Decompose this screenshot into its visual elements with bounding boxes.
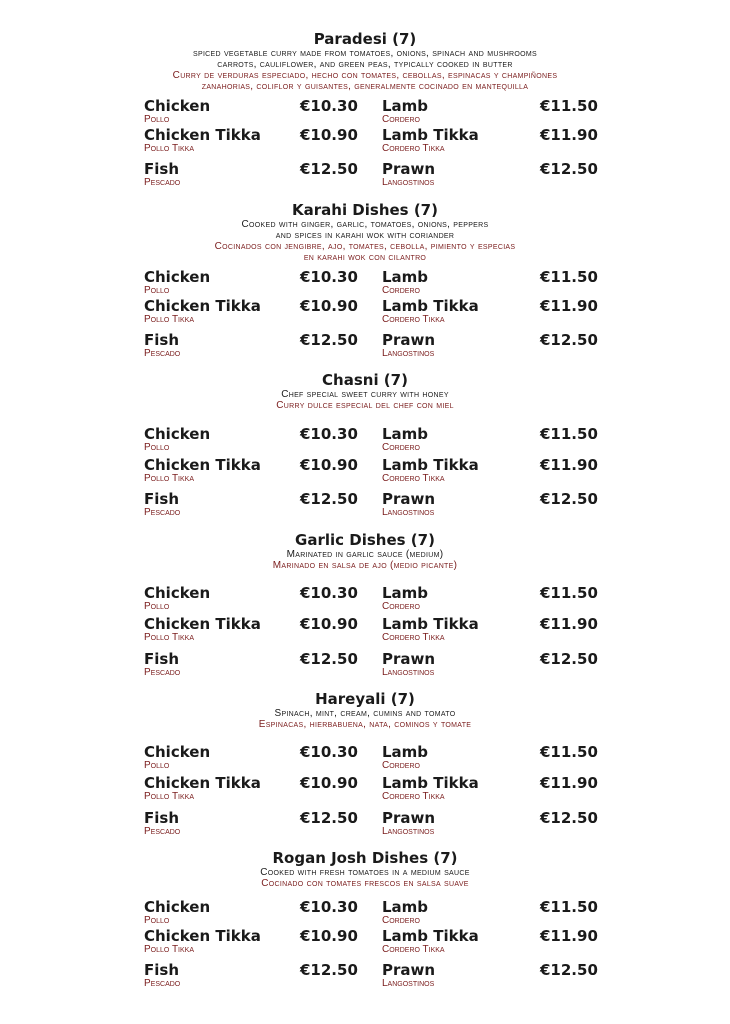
item-price: €11.50 xyxy=(540,425,598,443)
item-name: Chicken Tikka xyxy=(144,456,261,474)
item-translation: Langostinos xyxy=(382,978,435,989)
item-price: €10.90 xyxy=(300,774,358,792)
item-translation: Pollo xyxy=(144,915,170,926)
menu-item xyxy=(382,615,598,646)
section-header xyxy=(0,31,730,92)
item-price: €12.50 xyxy=(300,160,358,178)
item-translation: Pollo Tikka xyxy=(144,473,195,484)
item-translation: Pollo xyxy=(144,442,170,453)
section-title: Chasni (7) xyxy=(322,371,408,389)
section-description-spanish: Curry de verduras especiado, hecho con tomates, cebollas, espinacas y champiñones xyxy=(172,70,558,81)
item-price: €10.30 xyxy=(300,97,358,115)
section-description-english: Cooked with fresh tomatoes in a medium sauce xyxy=(260,867,470,878)
section-header xyxy=(0,691,730,730)
menu-item xyxy=(144,331,358,362)
menu-section-garlic xyxy=(0,531,730,678)
section-description-english: and spices in karahi wok with coriander xyxy=(275,230,455,241)
menu-item xyxy=(382,961,598,992)
menu-item xyxy=(144,268,358,299)
menu-item xyxy=(382,160,598,191)
item-price: €10.90 xyxy=(300,615,358,633)
menu-item xyxy=(382,331,598,362)
item-name: Lamb Tikka xyxy=(382,297,479,315)
section-description-english: Cooked with ginger, garlic, tomatoes, onions, peppers xyxy=(241,219,489,230)
section-description-spanish: Cocinados con jengibre, ajo, tomates, cebolla, pimiento y especias xyxy=(214,241,516,252)
item-name: Lamb Tikka xyxy=(382,456,479,474)
item-name: Chicken xyxy=(144,584,211,602)
item-name: Fish xyxy=(144,961,179,979)
item-translation: Pollo xyxy=(144,285,170,296)
section-title: Karahi Dishes (7) xyxy=(292,201,438,219)
item-name: Chicken Tikka xyxy=(144,126,261,144)
menu-section-hareyali xyxy=(0,690,730,837)
item-price: €10.90 xyxy=(300,126,358,144)
menu-item xyxy=(382,650,598,681)
item-name: Fish xyxy=(144,331,179,349)
item-name: Lamb Tikka xyxy=(382,774,479,792)
item-name: Prawn xyxy=(382,160,436,178)
item-price: €10.90 xyxy=(300,456,358,474)
item-price: €11.90 xyxy=(540,927,598,945)
item-translation: Pollo Tikka xyxy=(144,944,195,955)
menu-item xyxy=(382,490,598,521)
item-name: Lamb Tikka xyxy=(382,126,479,144)
item-name: Chicken Tikka xyxy=(144,774,261,792)
item-price: €11.90 xyxy=(540,456,598,474)
menu-item xyxy=(144,425,358,456)
item-translation: Pescado xyxy=(144,177,181,188)
menu-item xyxy=(144,584,358,615)
item-translation: Cordero Tikka xyxy=(382,791,445,802)
menu-item xyxy=(144,898,358,929)
menu-item xyxy=(144,160,358,191)
item-translation: Pescado xyxy=(144,978,181,989)
menu-item xyxy=(382,126,598,157)
item-price: €10.30 xyxy=(300,898,358,916)
item-price: €11.50 xyxy=(540,268,598,286)
item-translation: Pescado xyxy=(144,826,181,837)
menu-item xyxy=(144,456,358,487)
item-name: Chicken xyxy=(144,898,211,916)
item-translation: Langostinos xyxy=(382,826,435,837)
menu-item xyxy=(144,97,358,128)
item-name: Lamb Tikka xyxy=(382,615,479,633)
section-description-english: spiced vegetable curry made from tomatoes, onions, spinach and mushrooms xyxy=(193,48,537,59)
item-price: €11.50 xyxy=(540,743,598,761)
item-price: €10.30 xyxy=(300,425,358,443)
item-name: Lamb Tikka xyxy=(382,927,479,945)
item-price: €11.90 xyxy=(540,297,598,315)
menu-section-chasni xyxy=(0,371,730,518)
item-price: €12.50 xyxy=(300,331,358,349)
section-title: Hareyali (7) xyxy=(315,690,415,708)
item-translation: Langostinos xyxy=(382,177,435,188)
item-name: Chicken Tikka xyxy=(144,297,261,315)
item-name: Chicken xyxy=(144,743,211,761)
section-description-spanish: Marinado en salsa de ajo (medio picante) xyxy=(272,560,458,571)
menu-item xyxy=(382,743,598,774)
item-price: €12.50 xyxy=(300,961,358,979)
menu-item xyxy=(144,809,358,840)
item-price: €11.90 xyxy=(540,774,598,792)
section-title: Paradesi (7) xyxy=(313,30,417,48)
item-price: €11.50 xyxy=(540,584,598,602)
section-description-english: Marinated in garlic sauce (medium) xyxy=(286,549,444,560)
section-description-spanish: zanahorias, coliflor y guisantes, generalmente cocinado en mantequilla xyxy=(201,81,529,92)
item-name: Prawn xyxy=(382,809,436,827)
item-name: Lamb xyxy=(382,584,429,602)
item-price: €11.50 xyxy=(540,898,598,916)
item-translation: Cordero xyxy=(382,285,420,296)
item-name: Fish xyxy=(144,809,179,827)
item-name: Prawn xyxy=(382,650,436,668)
item-price: €11.90 xyxy=(540,615,598,633)
item-name: Chicken xyxy=(144,268,211,286)
menu-item xyxy=(144,650,358,681)
section-header xyxy=(0,372,730,411)
section-description-spanish: en karahi wok con cilantro xyxy=(303,252,427,263)
section-description-spanish: Curry dulce especial del chef con miel xyxy=(276,400,454,411)
item-name: Prawn xyxy=(382,331,436,349)
menu-item xyxy=(144,297,358,328)
item-price: €10.90 xyxy=(300,297,358,315)
item-translation: Cordero xyxy=(382,442,420,453)
menu-item xyxy=(382,297,598,328)
item-name: Chicken Tikka xyxy=(144,615,261,633)
item-translation: Pescado xyxy=(144,507,181,518)
item-name: Prawn xyxy=(382,490,436,508)
item-translation: Cordero xyxy=(382,760,420,771)
section-description-english: carrots, cauliflower, and green peas, typically cooked in butter xyxy=(217,59,513,70)
item-price: €10.30 xyxy=(300,268,358,286)
menu-item xyxy=(382,584,598,615)
item-price: €12.50 xyxy=(540,650,598,668)
item-name: Chicken xyxy=(144,97,211,115)
item-translation: Langostinos xyxy=(382,507,435,518)
item-translation: Pollo Tikka xyxy=(144,632,195,643)
item-translation: Cordero Tikka xyxy=(382,944,445,955)
item-translation: Pollo xyxy=(144,760,170,771)
item-price: €12.50 xyxy=(300,490,358,508)
menu-item xyxy=(144,774,358,805)
item-name: Lamb xyxy=(382,425,429,443)
section-title: Garlic Dishes (7) xyxy=(295,531,435,549)
item-translation: Cordero Tikka xyxy=(382,632,445,643)
section-description-spanish: Espinacas, hierbabuena, nata, cominos y tomate xyxy=(258,719,472,730)
section-description-english: Spinach, mint, cream, cumins and tomato xyxy=(274,708,456,719)
section-header xyxy=(0,202,730,263)
menu-item xyxy=(144,490,358,521)
item-name: Fish xyxy=(144,490,179,508)
item-price: €12.50 xyxy=(540,809,598,827)
menu-item xyxy=(382,97,598,128)
item-translation: Pescado xyxy=(144,667,181,678)
item-translation: Cordero Tikka xyxy=(382,314,445,325)
menu-section-paradesi xyxy=(0,30,730,188)
section-description-spanish: Cocinado con tomates frescos en salsa suave xyxy=(261,878,469,889)
menu-section-karahi xyxy=(0,201,730,359)
item-translation: Cordero xyxy=(382,915,420,926)
item-name: Chicken xyxy=(144,425,211,443)
item-translation: Pollo Tikka xyxy=(144,314,195,325)
menu-item xyxy=(382,425,598,456)
item-price: €12.50 xyxy=(300,809,358,827)
item-name: Lamb xyxy=(382,97,429,115)
item-price: €12.50 xyxy=(300,650,358,668)
menu-item xyxy=(382,898,598,929)
item-price: €11.50 xyxy=(540,97,598,115)
item-translation: Cordero Tikka xyxy=(382,473,445,484)
menu-item xyxy=(144,743,358,774)
menu-item xyxy=(382,456,598,487)
section-header xyxy=(0,850,730,889)
item-name: Lamb xyxy=(382,268,429,286)
menu-item xyxy=(382,774,598,805)
item-translation: Pollo xyxy=(144,601,170,612)
item-name: Fish xyxy=(144,160,179,178)
item-name: Fish xyxy=(144,650,179,668)
item-price: €12.50 xyxy=(540,961,598,979)
item-translation: Cordero xyxy=(382,114,420,125)
item-price: €10.90 xyxy=(300,927,358,945)
menu-item xyxy=(144,126,358,157)
item-price: €12.50 xyxy=(540,490,598,508)
item-name: Lamb xyxy=(382,898,429,916)
item-price: €12.50 xyxy=(540,160,598,178)
section-description-english: Chef special sweet curry with honey xyxy=(281,389,449,400)
item-name: Lamb xyxy=(382,743,429,761)
section-header xyxy=(0,532,730,571)
item-price: €10.30 xyxy=(300,743,358,761)
item-price: €10.30 xyxy=(300,584,358,602)
menu-item xyxy=(382,809,598,840)
menu-item xyxy=(144,961,358,992)
item-translation: Langostinos xyxy=(382,667,435,678)
item-translation: Cordero xyxy=(382,601,420,612)
item-translation: Pollo Tikka xyxy=(144,791,195,802)
menu-item xyxy=(382,268,598,299)
menu-item xyxy=(382,927,598,958)
menu-item xyxy=(144,615,358,646)
item-translation: Langostinos xyxy=(382,348,435,359)
item-translation: Pollo Tikka xyxy=(144,143,195,154)
item-price: €12.50 xyxy=(540,331,598,349)
menu-section-rogan-josh xyxy=(0,849,730,989)
item-translation: Pescado xyxy=(144,348,181,359)
item-name: Prawn xyxy=(382,961,436,979)
item-name: Chicken Tikka xyxy=(144,927,261,945)
section-title: Rogan Josh Dishes (7) xyxy=(272,849,458,867)
menu-item xyxy=(144,927,358,958)
item-translation: Pollo xyxy=(144,114,170,125)
item-price: €11.90 xyxy=(540,126,598,144)
item-translation: Cordero Tikka xyxy=(382,143,445,154)
